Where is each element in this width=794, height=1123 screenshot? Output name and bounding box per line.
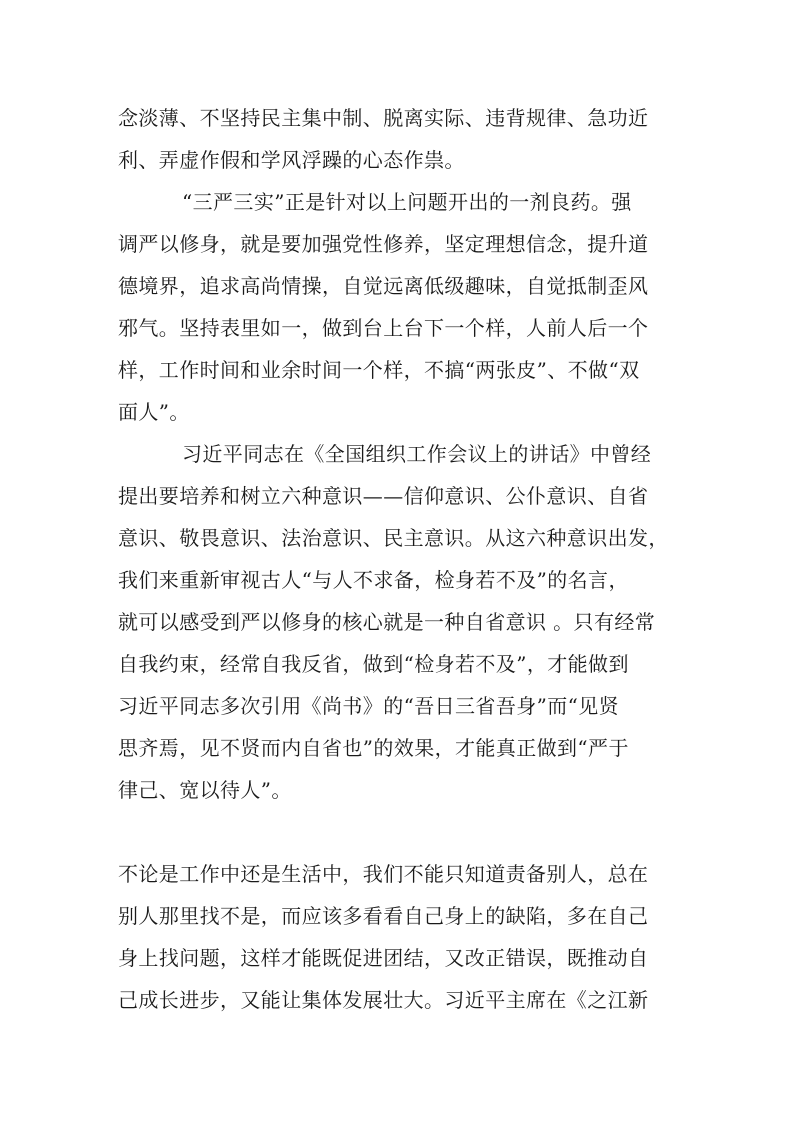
text-line: 邪气。坚持表里如一，做到台上台下一个样，人前人后一个 [118, 316, 649, 340]
text-line: 利、弄虚作假和学风浮躁的心态作祟。 [118, 148, 465, 172]
text-line: 就可以感受到严以修身的核心就是一种自省意识 。只有经常 [118, 610, 656, 634]
text-line: 德境界，追求高尚情操，自觉远离低级趣味，自觉抵制歪风 [118, 274, 649, 298]
text-line: 别人那里找不是，而应该多看看自己身上的缺陷，多在自己 [118, 904, 649, 928]
text-line: 意识、敬畏意识、法治意识、民主意识。从这六种意识出发， [118, 526, 669, 550]
text-line: 习近平同志在《全国组织工作会议上的讲话》中曾经 [182, 442, 652, 466]
document-body [118, 97, 678, 1021]
paragraph [118, 97, 678, 181]
text-line: “三严三实”正是针对以上问题开出的一剂良药。强 [182, 190, 632, 214]
text-line: 调严以修身，就是要加强党性修养，坚定理想信念，提升道 [118, 232, 649, 256]
text-line: 身上找问题，这样才能既促进团结，又改正错误，既推动自 [118, 946, 649, 970]
text-line: 念淡薄、不坚持民主集中制、脱离实际、违背规律、急功近 [118, 106, 649, 130]
text-line: 自我约束，经常自我反省，做到“检身若不及”，才能做到 [118, 652, 629, 676]
paragraph [118, 853, 678, 1021]
text-line: 不论是工作中还是生活中，我们不能只知道责备别人，总在 [118, 862, 649, 886]
text-line: 习近平同志多次引用《尚书》的“吾日三省吾身”而“见贤 [118, 694, 620, 718]
text-line: 己成长进步，又能让集体发展壮大。习近平主席在《之江新 [118, 988, 649, 1012]
text-line: 面人”。 [118, 400, 190, 424]
paragraph [118, 181, 678, 433]
text-line: 样，工作时间和业余时间一个样，不搞“两张皮”、不做“双 [118, 358, 640, 382]
text-line: 思齐焉，见不贤而内自省也”的效果，才能真正做到“严于 [118, 736, 629, 760]
paragraph [118, 433, 678, 811]
text-line: 我们来重新审视古人“与人不求备，检身若不及”的名言， [118, 568, 629, 592]
text-line: 提出要培养和树立六种意识——信仰意识、公仆意识、自省 [118, 484, 649, 508]
text-line: 律己、宽以待人”。 [118, 778, 292, 802]
paragraph-gap [118, 811, 678, 853]
